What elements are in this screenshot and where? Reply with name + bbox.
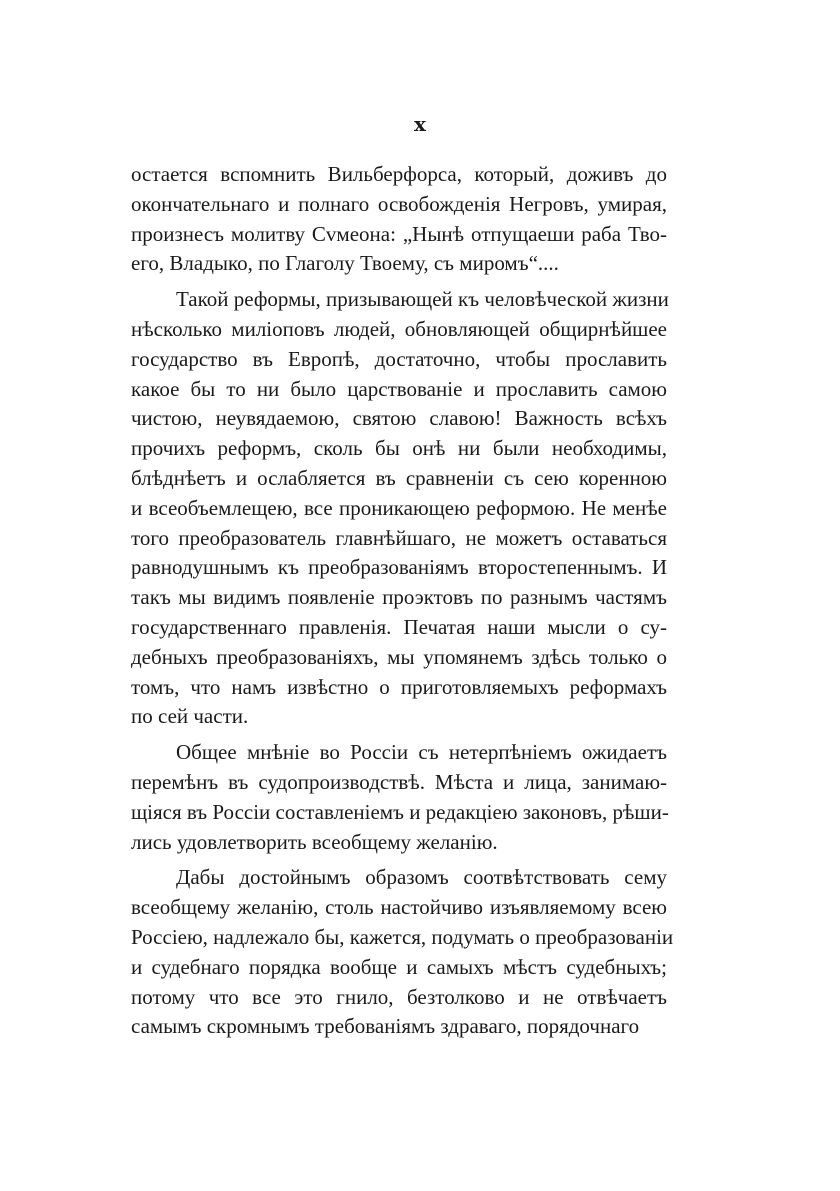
text-line: самымъ скромнымъ требованіямъ здраваго, порядочнаго (131, 1014, 640, 1039)
paragraph (131, 738, 667, 857)
text-line: нѣсколько миліоповъ людей, обновляющей общирнѣйшее (131, 316, 667, 341)
text-line: его, Владыко, по Глаголу Твоему, съ миромъ“.... (131, 251, 559, 276)
text-line: Общее мнѣніе во Россіи съ нетерпѣніемъ ожидаетъ (176, 740, 667, 765)
text-line: государственнаго правленія. Печатая наши мысли о су- (131, 614, 667, 639)
paragraph (131, 285, 667, 732)
text-line: по сей части. (131, 704, 249, 729)
text-line: чистою, неувядаемою, святою славою! Важность всѣхъ (131, 406, 667, 431)
paragraph (131, 863, 674, 1042)
text-line: окончательнаго и полнаго освобожденія Негровъ, умирая, (131, 191, 667, 216)
text-line: Россіею, надлежало бы, кажется, подумать о преобразованіи (131, 924, 674, 949)
text-line: томъ, что намъ извѣстно о приготовляемыхъ реформахъ (131, 674, 667, 699)
text-line: Такой реформы, призывающей къ человѣческой жизни (176, 287, 669, 312)
text-line: всеобщему желанію, столь настойчиво изъявляемому всею (131, 895, 667, 920)
text-line: дебныхъ преобразованіяхъ, мы упомянемъ здѣсь только о (131, 644, 667, 669)
text-line: и судебнаго порядка вообще и самыхъ мѣстъ судебныхъ; (131, 954, 667, 979)
text-line: такъ мы видимъ появленіе проэктовъ по разнымъ частямъ (131, 585, 667, 610)
text-line: равнодушнымъ къ преобразованіямъ второстепеннымъ. И (131, 555, 667, 580)
paragraph (131, 160, 667, 279)
body-text (131, 160, 674, 1042)
text-line: остается вспомнить Вильберфорса, который, доживъ до (131, 162, 667, 186)
text-line: Дабы достойнымъ образомъ соотвѣтствовать сему (176, 865, 667, 890)
text-line: блѣднѣетъ и ослабляется въ сравненіи съ сею коренною (131, 465, 667, 490)
text-line: произнесъ молитву Сvмеона: „Нынѣ отпущаеши раба Тво- (131, 221, 667, 246)
text-line: потому что все это гнило, безтолково и не отвѣчаетъ (131, 984, 667, 1009)
text-line: лись удовлетворить всеобщему желанію. (131, 829, 498, 854)
text-line: щіяся въ Россіи составленіемъ и редакціею законовъ, рѣши- (131, 799, 669, 824)
text-line: перемѣнъ въ судопроизводствѣ. Мѣста и лица, занимаю- (131, 769, 667, 794)
page-number: x (414, 112, 426, 136)
text-line: того преобразователь главнѣйшаго, не можетъ оставаться (131, 525, 667, 550)
text-line: какое бы то ни было царствованіе и прославить самою (131, 376, 667, 401)
text-line: прочихъ реформъ, сколь бы онѣ ни были необходимы, (131, 436, 667, 461)
text-line: государство въ Европѣ, достаточно, чтобы прославить (131, 346, 667, 371)
text-line: и всеобъемлещею, все проникающею реформою. Не менѣе (131, 495, 667, 520)
